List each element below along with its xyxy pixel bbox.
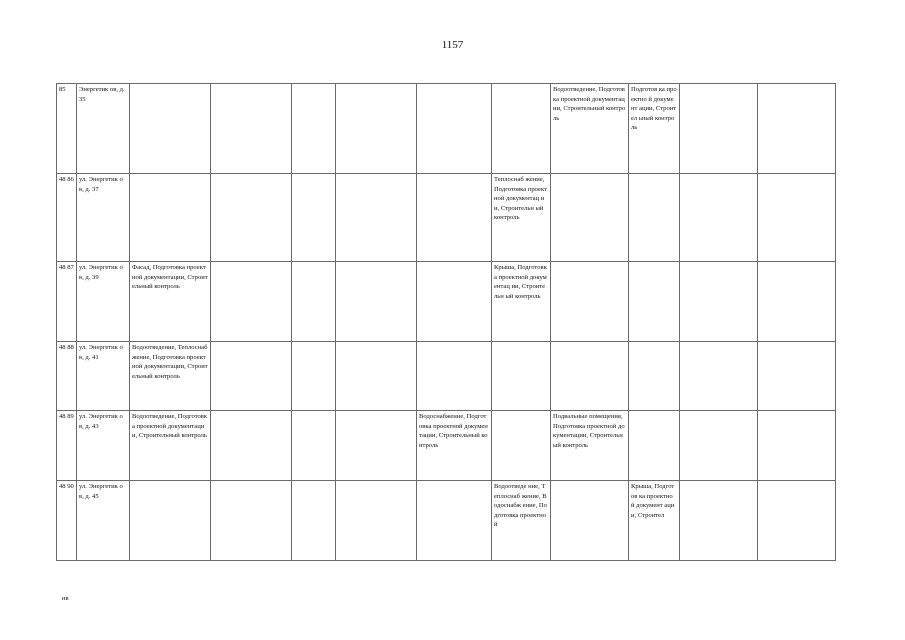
row-number-cell: 48 87 — [57, 262, 77, 342]
table-cell — [336, 342, 417, 411]
address-cell: Энергетик ов, д. 35 — [77, 84, 130, 174]
table-cell — [680, 84, 758, 174]
table-cell — [758, 411, 836, 481]
table-cell — [336, 481, 417, 561]
page-number: 1157 — [441, 39, 464, 51]
table-cell — [292, 84, 336, 174]
table-cell — [551, 262, 629, 342]
table-cell — [336, 262, 417, 342]
table-cell: Фасад, Подготовка проектной документации, Строительный контроль — [130, 262, 211, 342]
table-cell — [211, 84, 292, 174]
table-cell — [292, 262, 336, 342]
row-number-cell: 85 — [57, 84, 77, 174]
table-cell — [292, 481, 336, 561]
table-cell — [417, 174, 492, 262]
table-cell: Водоотведение, Подготовка проектной документации, Строительный контроль — [130, 411, 211, 481]
table-cell — [758, 262, 836, 342]
table-cell — [680, 481, 758, 561]
table-cell — [336, 411, 417, 481]
works-table — [56, 83, 836, 561]
table-cell — [629, 262, 680, 342]
table-cell — [551, 174, 629, 262]
table-row — [57, 84, 836, 174]
table-cell — [292, 342, 336, 411]
table-cell — [551, 481, 629, 561]
table-cell — [758, 84, 836, 174]
row-number-cell: 48 86 — [57, 174, 77, 262]
table-cell — [758, 174, 836, 262]
table-cell — [680, 342, 758, 411]
table-cell — [211, 262, 292, 342]
table-cell — [292, 174, 336, 262]
table-cell — [417, 481, 492, 561]
table-cell — [336, 84, 417, 174]
address-cell: ул. Энергетик ов, д. 41 — [77, 342, 130, 411]
row-number-cell: 48 90 — [57, 481, 77, 561]
table-cell — [130, 84, 211, 174]
table-cell — [211, 174, 292, 262]
table-cell — [680, 262, 758, 342]
table-cell — [417, 262, 492, 342]
table-cell: Водоснабжение, Подготовка проектной документации, Строительный контроль — [417, 411, 492, 481]
table-cell — [417, 84, 492, 174]
table-row — [57, 411, 836, 481]
table-cell — [492, 411, 551, 481]
table-cell — [629, 174, 680, 262]
table-cell — [336, 174, 417, 262]
table-cell: Водоотведение, Подготовка проектной документации, Строительный контроль — [551, 84, 629, 174]
table-cell — [417, 342, 492, 411]
address-cell: ул. Энергетик ов, д. 45 — [77, 481, 130, 561]
table-cell — [680, 411, 758, 481]
address-cell: ул. Энергетик ов, д. 39 — [77, 262, 130, 342]
table-cell — [292, 411, 336, 481]
table-cell — [492, 84, 551, 174]
table-cell: Подготов ка проектно й документ ации, Строител ьный контроль — [629, 84, 680, 174]
table-cell — [130, 174, 211, 262]
table-row — [57, 342, 836, 411]
footer-mark: нв — [62, 595, 69, 602]
address-cell: ул. Энергетик ов, д. 43 — [77, 411, 130, 481]
table-cell — [211, 342, 292, 411]
table-cell: Водоотведение, Теплоснабжение, Подготовка проектной документации, Строительный контроль — [130, 342, 211, 411]
table-row — [57, 262, 836, 342]
table-cell: Крыша, Подготов ка проектно й документ ации, Строител — [629, 481, 680, 561]
table-cell — [629, 411, 680, 481]
address-cell: ул. Энергетик ов, д. 37 — [77, 174, 130, 262]
table-cell: Теплоснаб жение, Подготовка проектной документац ии, Строительн ый контроль — [492, 174, 551, 262]
row-number-cell: 48 89 — [57, 411, 77, 481]
table-cell — [211, 411, 292, 481]
table-cell — [211, 481, 292, 561]
table-row — [57, 174, 836, 262]
row-number-cell: 48 88 — [57, 342, 77, 411]
table-cell — [492, 342, 551, 411]
table-cell — [130, 481, 211, 561]
table-cell — [629, 342, 680, 411]
table-cell: Подвальные помещения, Подготовка проектной документации, Строительный контроль — [551, 411, 629, 481]
table-cell — [680, 174, 758, 262]
table-cell — [551, 342, 629, 411]
table-cell — [758, 342, 836, 411]
table-cell: Водоотведе ние, Теплоснаб жение, Водоснабж ение, Подготовка проектной — [492, 481, 551, 561]
table-cell — [758, 481, 836, 561]
table-cell: Крыша, Подготовка проектной документац ии, Строительн ый контроль — [492, 262, 551, 342]
table-row — [57, 481, 836, 561]
